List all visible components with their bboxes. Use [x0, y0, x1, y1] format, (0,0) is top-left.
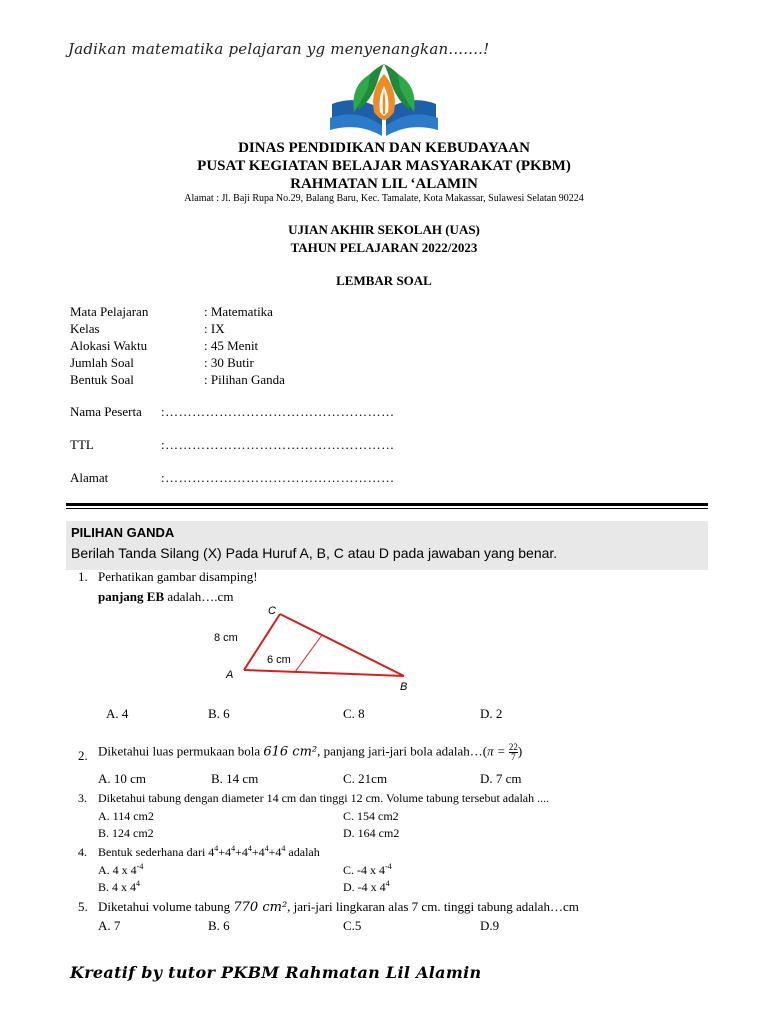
q1-option-c[interactable]: C. 8: [343, 706, 365, 721]
q4-number: 4.: [78, 845, 87, 859]
q4-option-c-base: C. -4 x 4: [343, 863, 385, 877]
footer-credit: Kreatif by tutor PKBM Rahmatan Lil Alamin: [70, 963, 482, 982]
q4-option-a-base: A. 4 x 4: [98, 863, 137, 877]
info-value-time: : 45 Menit: [204, 338, 259, 353]
q2-math: 616 cm²: [263, 744, 318, 760]
q4-option-a-exp: -4: [136, 862, 144, 871]
divider-thin: [66, 508, 708, 509]
q3-option-b[interactable]: B. 124 cm2: [98, 826, 154, 840]
info-value-subject: : Matematika: [204, 304, 273, 319]
info-value-count: : 30 Butir: [204, 355, 254, 370]
q4-exp2: 4: [231, 844, 236, 853]
info-label-class: Kelas: [70, 321, 100, 336]
q5-math: 770 cm²: [233, 900, 288, 915]
q5-option-b[interactable]: B. 6: [208, 918, 230, 933]
q1-subtext-bold: panjang EB: [98, 589, 165, 604]
sheet-title: LEMBAR SOAL: [336, 273, 432, 288]
q5-option-c[interactable]: C.5: [343, 918, 362, 933]
q4-exp1: 4: [214, 844, 219, 853]
q4-option-a[interactable]: [98, 863, 143, 878]
header-line3: RAHMATAN LIL ‘ALAMIN: [290, 176, 478, 192]
q4-option-c-exp: -4: [385, 862, 392, 871]
motto-text: Jadikan matematika pelajaran yg menyenangkan.......!: [68, 40, 490, 58]
q3-option-d[interactable]: D. 164 cm2: [343, 826, 400, 840]
q2-text: [98, 743, 522, 762]
divider-thick: [66, 503, 708, 506]
q3-option-a[interactable]: A. 114 cm2: [98, 809, 154, 823]
q5-option-a[interactable]: A. 7: [98, 918, 121, 933]
q1-triangle-figure: [200, 600, 440, 696]
q4-option-d-exp: 4: [385, 879, 390, 888]
participant-name-label: Nama Peserta: [70, 404, 142, 419]
birth-info-field[interactable]: :……………………………………………: [161, 437, 395, 452]
info-label-subject: Mata Pelajaran: [70, 304, 149, 319]
q1-option-b[interactable]: B. 6: [208, 706, 230, 721]
section-title: PILIHAN GANDA: [71, 525, 175, 540]
q4-option-b[interactable]: [98, 880, 140, 895]
triangle-label-b: B: [400, 681, 408, 693]
q4-text-f: adalah: [285, 845, 320, 859]
address-field[interactable]: :……………………………………………: [161, 470, 395, 485]
triangle-height-eb: [295, 635, 322, 672]
q4-exp3: 4: [247, 844, 252, 853]
q3-text: Diketahui tabung dengan diameter 14 cm dan tinggi 12 cm. Volume tabung tersebut adalah ....: [98, 791, 550, 805]
q3-number: 3.: [78, 791, 87, 805]
pkbm-logo: [328, 60, 440, 144]
info-value-class: : IX: [204, 321, 225, 336]
q1-subtext-rest: adalah….cm: [164, 589, 234, 604]
q5-text: [98, 899, 579, 915]
header-address: Alamat : Jl. Baji Rupa No.29, Balang Baru, Kec. Tamalate, Kota Makassar, Sulawesi Selatan 90224: [184, 193, 584, 204]
q2-pi: π =: [487, 743, 509, 759]
info-label-form: Bentuk Soal: [70, 372, 134, 387]
q5-number: 5.: [78, 899, 88, 914]
q2-text-b: , panjang jari-jari bola adalah…(: [317, 743, 488, 759]
q4-text: [98, 845, 320, 860]
exam-year: TAHUN PELAJARAN 2022/2023: [290, 240, 478, 255]
q1-text: Perhatikan gambar disamping!: [98, 569, 258, 584]
q4-option-d[interactable]: [343, 880, 390, 895]
header-line2: PUSAT KEGIATAN BELAJAR MASYARAKAT (PKBM): [197, 158, 571, 174]
q1-option-a[interactable]: A. 4: [106, 706, 129, 721]
q4-option-b-exp: 4: [136, 879, 141, 888]
q2-fraction: [509, 743, 518, 762]
info-label-time: Alokasi Waktu: [70, 338, 148, 353]
info-label-count: Jumlah Soal: [70, 355, 134, 370]
section-instruction: Berilah Tanda Silang (X) Pada Huruf A, B, C atau D pada jawaban yang benar.: [71, 545, 558, 561]
q2-option-d[interactable]: D. 7 cm: [480, 771, 522, 786]
q4-option-d-base: D. -4 x 4: [343, 880, 386, 894]
q4-text-c: +4: [235, 845, 248, 859]
q1-number: 1.: [78, 569, 88, 584]
q2-text-a: Diketahui luas permukaan bola: [98, 743, 264, 759]
q4-option-b-base: B. 4 x 4: [98, 880, 137, 894]
q2-option-a[interactable]: A. 10 cm: [98, 771, 147, 786]
q3-option-c[interactable]: C. 154 cm2: [343, 809, 399, 823]
info-value-form: : Pilihan Ganda: [204, 372, 285, 387]
q5-text-b: , jari-jari lingkaran alas 7 cm. tinggi tabung adalah…cm: [287, 899, 579, 914]
triangle-label-8cm: 8 cm: [214, 632, 238, 644]
triangle-label-6cm: 6 cm: [267, 654, 291, 666]
q2-text-c: ): [517, 743, 523, 759]
birth-info-label: TTL: [70, 437, 94, 452]
q5-text-a: Diketahui volume tabung: [98, 899, 234, 914]
triangle-label-c: C: [268, 605, 276, 617]
header-line1: DINAS PENDIDIKAN DAN KEBUDAYAAN: [238, 140, 530, 156]
q5-option-d[interactable]: D.9: [480, 918, 500, 933]
triangle-side-ab: [244, 670, 404, 676]
triangle-label-a: A: [226, 669, 234, 681]
q4-option-c[interactable]: [343, 863, 392, 878]
q2-option-b[interactable]: B. 14 cm: [211, 771, 259, 786]
q4-text-a: Bentuk sederhana dari 4: [98, 845, 215, 859]
participant-name-field[interactable]: :……………………………………………: [161, 404, 395, 419]
q2-frac-den: 7: [509, 752, 518, 762]
q2-frac-num: 22: [508, 742, 518, 752]
exam-title: UJIAN AKHIR SEKOLAH (UAS): [288, 222, 480, 237]
q2-number: 2.: [78, 748, 88, 763]
q4-text-e: +4: [268, 845, 282, 859]
q4-text-b: +4: [218, 845, 232, 859]
q4-exp4: 4: [264, 844, 269, 853]
q1-option-d[interactable]: D. 2: [480, 706, 503, 721]
q4-exp5: 4: [281, 844, 286, 853]
address-label: Alamat: [70, 470, 109, 485]
q2-option-c[interactable]: C. 21cm: [343, 771, 388, 786]
q4-text-d: +4: [251, 845, 265, 859]
